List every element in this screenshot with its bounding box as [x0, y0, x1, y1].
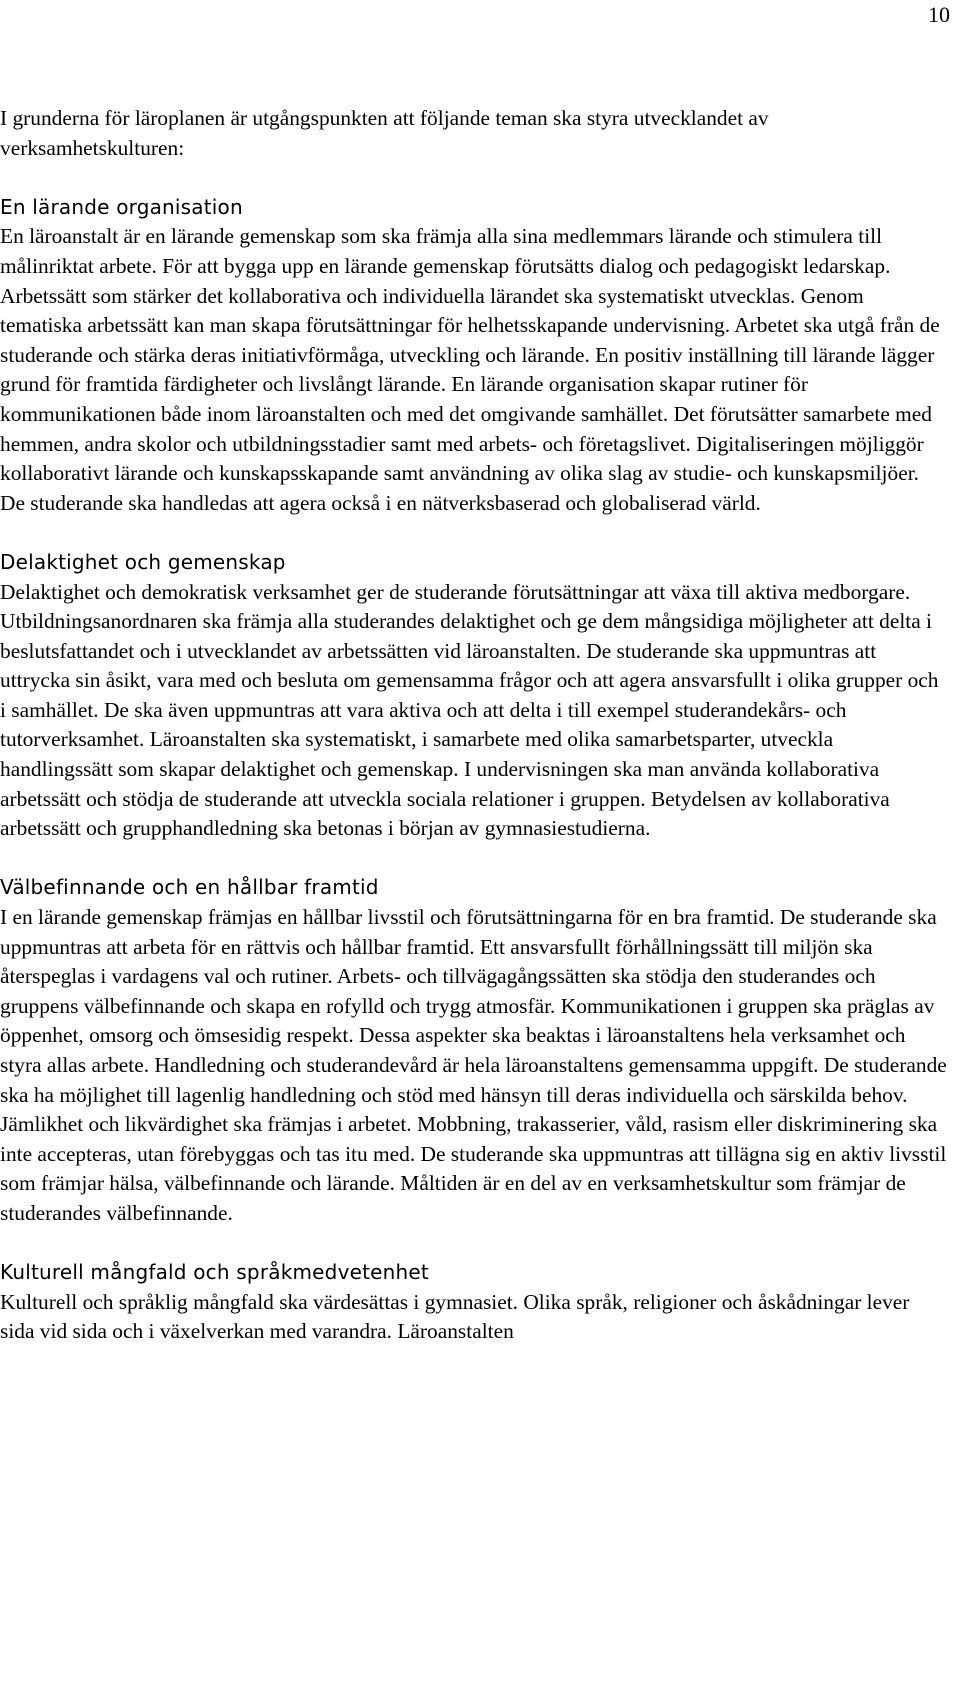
- section-cultural-diversity: [0, 1258, 948, 1347]
- section-learning-organisation: [0, 193, 948, 519]
- section-heading: Välbefinnande och en hållbar framtid: [0, 875, 379, 900]
- document-body: [0, 104, 948, 1377]
- section-heading: Delaktighet och gemenskap: [0, 549, 286, 574]
- section-heading: Kulturell mångfald och språkmedvetenhet: [0, 1260, 429, 1285]
- section-heading: En lärande organisation: [0, 194, 243, 219]
- section-paragraph: Kulturell och språklig mångfald ska värdesättas i gymnasiet. Olika språk, religioner och åskådningar lever sida vid sida och i växelverkan med varandra. Läroanstalten: [0, 1289, 910, 1344]
- intro-paragraph: I grunderna för läroplanen är utgångspunkten att följande teman ska styra utvecklandet av verksamhetskulturen:: [0, 106, 769, 160]
- section-participation: [0, 548, 948, 844]
- section-wellbeing: [0, 873, 948, 1228]
- section-paragraph: I en lärande gemenskap främjas en hållbar livsstil och förutsättningarna för en bra framtid. De studerande ska uppmuntras att arbeta för en rättvis och hållbar framtid. Ett ansvarsfullt förhållningssätt till miljön ska återspeglas i vardagens val och rutiner. Arbets- och tillvägagångssätten ska stödja den studerandes och gruppens välbefinnande och skapa en rofylld och trygg atmosfär. Kommunikationen i gruppen ska präglas av öppenhet, omsorg och ömsesidig respekt. Dessa aspekter ska beaktas i läroanstaltens hela verksamhet och styra allas arbete. Handledning och studerandevård är hela läroanstaltens gemensamma uppgift. De studerande ska ha möjlighet till lagenlig handledning och stöd med hänsyn till deras individuella och särskilda behov. Jämlikhet och likvärdighet ska främjas i arbetet. Mobbning, trakasserier, våld, rasism eller diskriminering ska inte accepteras, utan förebyggas och tas itu med. De studerande ska uppmuntras att tillägna sig en aktiv livsstil som främjar hälsa, välbefinnande och lärande. Måltiden är en del av en verksamhetskultur som främjar de studerandes välbefinnande.: [0, 905, 947, 1225]
- section-paragraph: Delaktighet och demokratisk verksamhet ger de studerande förutsättningar att växa till aktiva medborgare. Utbildningsanordnaren ska främja alla studerandes delaktighet och ge dem mångsidiga möjligheter att delta i beslutsfattandet och i utvecklandet av arbetssätten vid läroanstalten. De studerande ska uppmuntras att uttrycka sin åsikt, vara med och besluta om gemensamma frågor och att agera ansvarsfullt i olika grupper och i samhället. De ska även uppmuntras att vara aktiva och att delta i till exempel studerandekårs- och tutorverksamhet. Läroanstalten ska systematiskt, i samarbete med olika samarbetsparter, utveckla handlingssätt som skapar delaktighet och gemenskap. I undervisningen ska man använda kollaborativa arbetssätt och stödja de studerande att utveckla sociala relationer i gruppen. Betydelsen av kollaborativa arbetssätt och grupphandledning ska betonas i början av gymnasiestudierna.: [0, 579, 939, 841]
- page-number: 10: [928, 2, 950, 27]
- section-paragraph: En läroanstalt är en lärande gemenskap som ska främja alla sina medlemmars lärande och stimulera till målinriktat arbete. För att bygga upp en lärande gemenskap förutsätts dialog och pedagogiskt ledarskap. Arbetssätt som stärker det kollaborativa och individuella lärandet ska systematiskt utvecklas. Genom tematiska arbetssätt kan man skapa förutsättningar för helhetsskapande undervisning. Arbetet ska utgå från de studerande och stärka deras initiativförmåga, utveckling och lärande. En positiv inställning till lärande lägger grund för framtida färdigheter och livslångt lärande. En lärande organisation skapar rutiner för kommunikationen både inom läroanstalten och med det omgivande samhället. Det förutsätter samarbete med hemmen, andra skolor och utbildningsstadier samt med arbets- och företagslivet. Digitaliseringen möjliggör kollaborativt lärande och kunskapsskapande samt användning av olika slag av studie- och kunskapsmiljöer. De studerande ska handledas att agera också i en nätverksbaserad och globaliserad värld.: [0, 224, 940, 515]
